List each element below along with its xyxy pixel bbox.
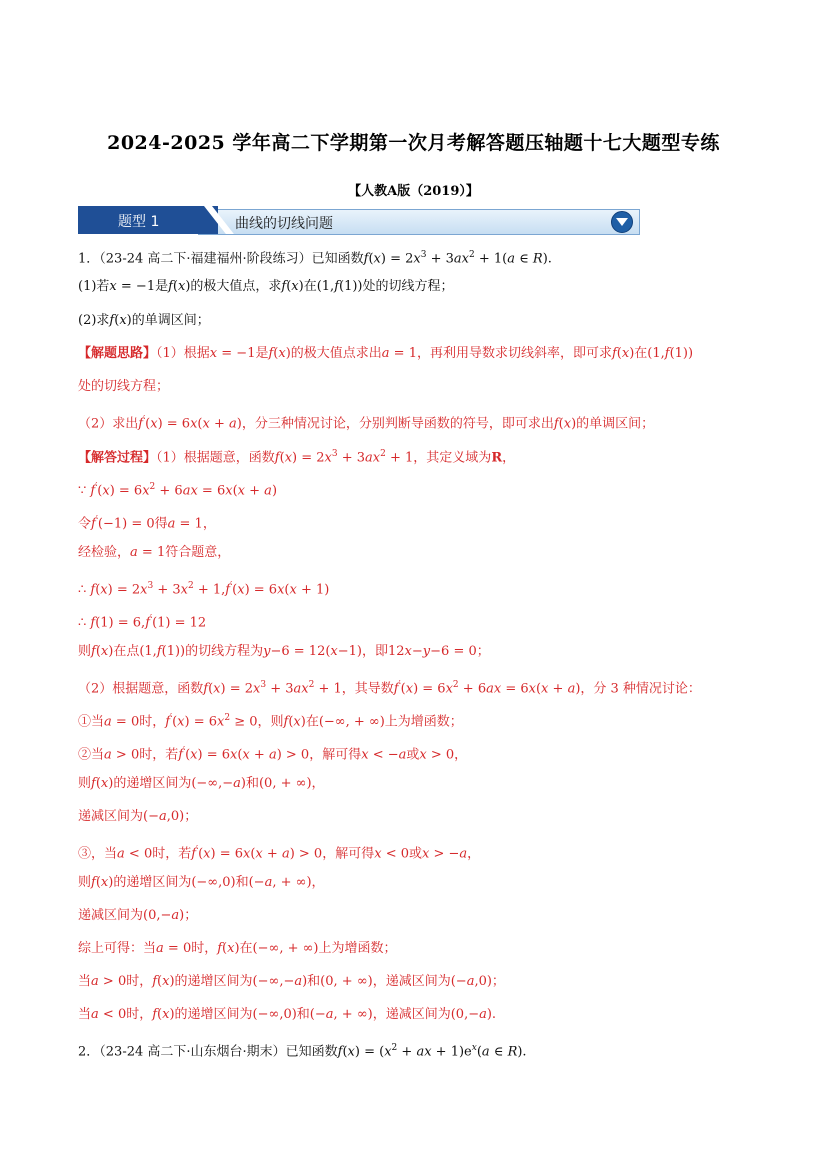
text-line: ③，当a < 0时，若f′(x) = 6x(x + a) > 0，解可得x < 0或x > −a， <box>78 845 481 862</box>
text-line: （2）求出f′(x) = 6x(x + a)，分三种情况讨论，分别判断导函数的符号，即可求出f(x)的单调区间； <box>78 415 655 432</box>
text-line: 则f(x)的递增区间为(−∞,0)和(−a, + ∞)， <box>78 875 325 890</box>
text-line: (1)若x = −1是f(x)的极大值点，求f(x)在(1,f(1))处的切线方程； <box>78 279 454 294</box>
text-line: ∵ $f'(x) = 6x^2 + 6ax = 6x(x + a)$ <box>78 482 278 499</box>
text-line: 令f′(−1) = 0得a = 1， <box>78 515 216 532</box>
section-banner <box>78 206 640 234</box>
edition-subtitle: 【人教A版（2019）】 <box>348 184 479 199</box>
text-line: 当a > 0时，f(x)的递增区间为(−∞,−a)和(0, + ∞)，递减区间为(−a,0)； <box>78 974 505 989</box>
dropdown-arrow-icon[interactable] <box>611 211 633 233</box>
text-line: 递减区间为(−a,0)； <box>78 809 198 824</box>
text-line: 则f(x)在点(1,f(1))的切线方程为y−6 = 12(x−1)，即12x−y−6 = 0； <box>78 644 490 659</box>
banner-topic: 曲线的切线问题 <box>235 216 333 232</box>
text-line: （2）根据题意，函数$f(x) = 2x^3 + 3ax^2 + 1$，其导数$f'(x) = 6x^2 + 6ax = 6x(x + a)$，分 3 种情况讨论： <box>78 680 701 697</box>
banner-topic-bar <box>198 209 640 235</box>
text-line: 当a < 0时，f(x)的递增区间为(−∞,0)和(−a, + ∞)，递减区间为(0,−a). <box>78 1007 497 1022</box>
text-line: ②当a > 0时，若f′(x) = 6x(x + a) > 0，解可得x < −a或x > 0， <box>78 746 468 763</box>
text-line: ∴ f(1) = 6,f′(1) = 12 <box>78 614 207 631</box>
banner-tag: 题型 1 <box>118 214 160 230</box>
text-line: 1．（23-24 高二下·福建福州·阶段练习）已知函数$f(x) = 2x^3 + 3ax^2 + 1(a$ ∈ R). <box>78 250 552 267</box>
text-line: 【解题思路】（1）根据x = −1是f(x)的极大值点求出a = 1，再利用导数求切线斜率，即可求f(x)在(1,f(1)) <box>78 346 694 361</box>
text-line: 2．（23-24 高二下·山东烟台·期末）已知函数$f(x) = (x^2$ + ax + $1)e^x(a$ ∈ R). <box>78 1043 527 1060</box>
text-line: ①当a = 0时，$f'(x) = 6x^2 \ge 0$，则f(x)在(−∞, + ∞)上为增函数； <box>78 713 463 730</box>
text-line: (2)求f(x)的单调区间； <box>78 313 210 328</box>
text-line: 综上可得：当a = 0时，f(x)在(−∞, + ∞)上为增函数； <box>78 941 397 956</box>
document-title: 2024-2025 学年高二下学期第一次月考解答题压轴题十七大题型专练 <box>107 132 720 154</box>
text-line: 递减区间为(0,−a)； <box>78 908 198 923</box>
text-line: 则f(x)的递增区间为(−∞,−a)和(0, + ∞)， <box>78 776 325 791</box>
text-line: 经检验，a = 1符合题意， <box>78 545 231 560</box>
text-line: 【解答过程】（1）根据题意，函数$f(x) = 2x^3 + 3ax^2 + 1$，其定义域为R， <box>78 449 516 466</box>
text-line: ∴ $f(x) = 2x^3 + 3x^2 + 1,f'(x) = 6x(x + 1)$ <box>78 581 330 598</box>
text-line: 处的切线方程； <box>78 379 170 394</box>
